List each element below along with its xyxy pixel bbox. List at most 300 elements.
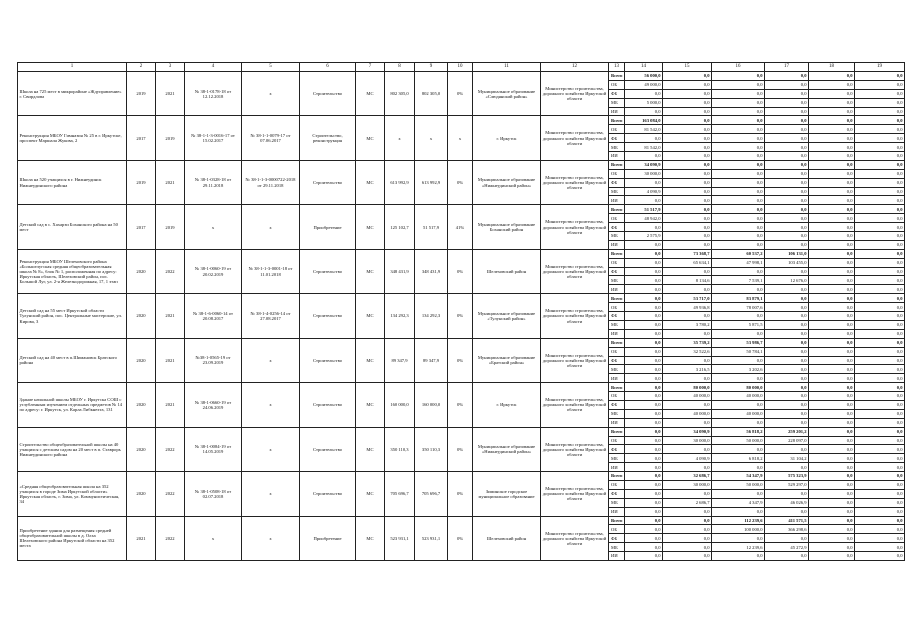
funding-value: 0,0 xyxy=(855,463,905,472)
column-number-header: 8 xyxy=(385,63,415,72)
customer: Министерство строительства, дорожного хозяйства Иркутской области xyxy=(541,472,609,516)
table-row xyxy=(18,338,905,347)
column-number-header: 13 xyxy=(609,63,625,72)
funding-source: ИИ xyxy=(609,374,625,383)
funding-source: ФБ xyxy=(609,489,625,498)
work-type: Строительство xyxy=(300,249,356,293)
funding-value: 0,0 xyxy=(765,365,809,374)
readiness-percent: 41% xyxy=(448,205,473,249)
funding-value: 0,0 xyxy=(809,134,855,143)
funding-source: ОБ xyxy=(609,303,625,312)
funding-value: 4 090,9 xyxy=(663,454,712,463)
remaining-cost: 160 000,0 xyxy=(415,383,448,427)
funding-value: 0,0 xyxy=(712,418,765,427)
readiness-percent: х xyxy=(448,116,473,160)
funding-value: 0,0 xyxy=(712,134,765,143)
remaining-cost: 350 110,3 xyxy=(415,427,448,471)
estimated-cost: х xyxy=(385,116,415,160)
funding-source: ИИ xyxy=(609,552,625,561)
funding-value: 0,0 xyxy=(663,400,712,409)
funding-source: ОБ xyxy=(609,258,625,267)
column-number-header: 15 xyxy=(663,63,712,72)
funding-value: 0,0 xyxy=(809,445,855,454)
work-type: Строительство xyxy=(300,338,356,382)
funding-value: 30 000,0 xyxy=(663,480,712,489)
funding-value: 0,0 xyxy=(712,98,765,107)
funding-value: 0,0 xyxy=(809,196,855,205)
funding-source: Всего xyxy=(609,516,625,525)
estimated-cost: 802 305,0 xyxy=(385,72,415,116)
column-number-header: 12 xyxy=(541,63,609,72)
funding-value: 0,0 xyxy=(625,525,663,534)
start-year: 2019 xyxy=(127,72,156,116)
funding-value: 60 537,2 xyxy=(712,249,765,258)
funding-value: 0,0 xyxy=(663,143,712,152)
funding-value: 0,0 xyxy=(712,169,765,178)
construction-permit: х xyxy=(242,72,300,116)
column-number-header: 11 xyxy=(473,63,541,72)
funding-value: 106 131,0 xyxy=(765,249,809,258)
funding-value: 163 084,0 xyxy=(625,116,663,125)
ownership-form: МС xyxy=(356,72,385,116)
funding-value: 0,0 xyxy=(855,329,905,338)
funding-value: 0,0 xyxy=(663,223,712,232)
funding-value: 0,0 xyxy=(712,267,765,276)
funding-value: 0,0 xyxy=(855,89,905,98)
funding-value: 0,0 xyxy=(855,152,905,161)
funding-value: 34 090,9 xyxy=(625,160,663,169)
remaining-cost: х xyxy=(415,116,448,160)
funding-value: 5 000,0 xyxy=(625,98,663,107)
funding-value: 0,0 xyxy=(809,294,855,303)
construction-permit: х xyxy=(242,427,300,471)
funding-source: ФБ xyxy=(609,178,625,187)
funding-value: 0,0 xyxy=(809,427,855,436)
funding-value: 411 571,5 xyxy=(765,516,809,525)
expertise-conclusion: № 38-1-0660-19 от 24.06.2019 xyxy=(185,383,242,427)
funding-value: 0,0 xyxy=(855,312,905,321)
funding-value: 0,0 xyxy=(809,107,855,116)
funding-value: 0,0 xyxy=(809,249,855,258)
funding-value: 0,0 xyxy=(663,134,712,143)
funding-value: 0,0 xyxy=(625,338,663,347)
column-number-header: 2 xyxy=(127,63,156,72)
table-row xyxy=(18,427,905,436)
funding-value: 0,0 xyxy=(712,232,765,241)
funding-value: 0,0 xyxy=(765,196,809,205)
ownership-form: МС xyxy=(356,205,385,249)
customer: Министерство строительства, дорожного хозяйства Иркутской области xyxy=(541,116,609,160)
funding-value: 0,0 xyxy=(663,312,712,321)
funding-source: МБ xyxy=(609,232,625,241)
funding-value: 0,0 xyxy=(809,285,855,294)
funding-value: 0,0 xyxy=(809,400,855,409)
funding-value: 40 000,0 xyxy=(712,392,765,401)
funding-value: 0,0 xyxy=(855,347,905,356)
funding-value: 12 239,6 xyxy=(712,543,765,552)
funding-value: 0,0 xyxy=(712,552,765,561)
funding-value: 0,0 xyxy=(809,534,855,543)
construction-permit: № 38-1-1-3-0001-18 от 11.01.2018 xyxy=(242,249,300,293)
customer: Министерство строительства, дорожного хозяйства Иркутской области xyxy=(541,160,609,204)
funding-value: 0,0 xyxy=(765,445,809,454)
funding-value: 529 297,0 xyxy=(765,480,809,489)
funding-value: 3 216,5 xyxy=(663,365,712,374)
readiness-percent: 0% xyxy=(448,472,473,516)
funding-value: 0,0 xyxy=(712,72,765,81)
funding-value: 31 104,2 xyxy=(765,454,809,463)
funding-value: 0,0 xyxy=(855,116,905,125)
funding-value: 0,0 xyxy=(765,552,809,561)
funding-value: 0,0 xyxy=(712,107,765,116)
ownership-form: МС xyxy=(356,116,385,160)
funding-value: 0,0 xyxy=(855,134,905,143)
investment-table xyxy=(17,62,905,561)
funding-value: 0,0 xyxy=(625,472,663,481)
funding-source: МБ xyxy=(609,409,625,418)
expertise-conclusion: № 38-1-0060-19 от 20.02.2019 xyxy=(185,249,242,293)
start-year: 2020 xyxy=(127,249,156,293)
funding-source: ОБ xyxy=(609,214,625,223)
funding-value: 0,0 xyxy=(625,276,663,285)
funding-value: 0,0 xyxy=(625,427,663,436)
expertise-conclusion: № 38-1-0084-19 от 14.05.2019 xyxy=(185,427,242,471)
funding-value: 0,0 xyxy=(765,116,809,125)
funding-value: 0,0 xyxy=(663,116,712,125)
project-name: Реконструкция МБОУ Гимназия № 25 в г. Иркутске, проспект Маршала Жукова, 2 xyxy=(18,116,127,160)
funding-value: 0,0 xyxy=(855,436,905,445)
funding-source: ФБ xyxy=(609,445,625,454)
funding-value: 0,0 xyxy=(765,187,809,196)
funding-source: ФБ xyxy=(609,400,625,409)
funding-source: ОБ xyxy=(609,80,625,89)
funding-value: 0,0 xyxy=(855,374,905,383)
funding-source: МБ xyxy=(609,498,625,507)
funding-source: ФБ xyxy=(609,312,625,321)
funding-value: 0,0 xyxy=(765,374,809,383)
funding-source: Всего xyxy=(609,427,625,436)
funding-value: 73 368,7 xyxy=(663,249,712,258)
project-name: Детский сад на 40 мест в п.Шимановск Братского района xyxy=(18,338,127,382)
remaining-cost: 89 347,9 xyxy=(415,338,448,382)
funding-value: 0,0 xyxy=(855,285,905,294)
work-type: Строительство xyxy=(300,160,356,204)
end-year: 2022 xyxy=(156,516,185,560)
column-number-header: 1 xyxy=(18,63,127,72)
funding-value: 0,0 xyxy=(663,107,712,116)
funding-value: 0,0 xyxy=(712,445,765,454)
funding-source: МБ xyxy=(609,143,625,152)
funding-value: 0,0 xyxy=(765,400,809,409)
table-row xyxy=(18,516,905,525)
funding-value: 0,0 xyxy=(855,232,905,241)
funding-value: 0,0 xyxy=(765,214,809,223)
funding-value: 0,0 xyxy=(625,400,663,409)
funding-value: 78 007,6 xyxy=(712,303,765,312)
funding-source: ФБ xyxy=(609,89,625,98)
funding-value: 0,0 xyxy=(855,516,905,525)
funding-value: 4 090,9 xyxy=(625,187,663,196)
funding-value: 0,0 xyxy=(765,267,809,276)
construction-permit: х xyxy=(242,338,300,382)
funding-value: 112 239,6 xyxy=(712,516,765,525)
ownership-form: МС xyxy=(356,383,385,427)
funding-value: 0,0 xyxy=(625,267,663,276)
municipality: Зиминское городское муниципальное образование xyxy=(473,472,541,516)
table-row xyxy=(18,249,905,258)
funding-value: 0,0 xyxy=(712,534,765,543)
funding-value: 81 542,0 xyxy=(625,143,663,152)
funding-value: 0,0 xyxy=(625,320,663,329)
column-number-row xyxy=(18,63,905,72)
funding-value: 0,0 xyxy=(625,516,663,525)
funding-value: 0,0 xyxy=(809,72,855,81)
funding-value: 0,0 xyxy=(855,507,905,516)
funding-value: 0,0 xyxy=(625,107,663,116)
funding-value: 0,0 xyxy=(809,303,855,312)
funding-value: 8 134,6 xyxy=(663,276,712,285)
funding-source: ОБ xyxy=(609,392,625,401)
funding-value: 0,0 xyxy=(765,507,809,516)
funding-value: 0,0 xyxy=(809,347,855,356)
funding-value: 0,0 xyxy=(663,232,712,241)
funding-value: 0,0 xyxy=(809,409,855,418)
funding-source: Всего xyxy=(609,116,625,125)
start-year: 2020 xyxy=(127,294,156,338)
funding-value: 0,0 xyxy=(855,427,905,436)
funding-value: 0,0 xyxy=(765,285,809,294)
work-type: Строительство xyxy=(300,427,356,471)
end-year: 2022 xyxy=(156,249,185,293)
funding-value: 0,0 xyxy=(855,543,905,552)
expertise-conclusion: № 38-1-1-3-0016-17 от 15.02.2017 xyxy=(185,116,242,160)
column-number-header: 10 xyxy=(448,63,473,72)
funding-value: 0,0 xyxy=(855,223,905,232)
construction-permit: х xyxy=(242,472,300,516)
readiness-percent: 0% xyxy=(448,516,473,560)
table-row xyxy=(18,116,905,125)
funding-source: МБ xyxy=(609,276,625,285)
customer: Министерство строительства, дорожного хозяйства Иркутской области xyxy=(541,249,609,293)
municipality: Муниципальное образование «Слюдянский район» xyxy=(473,72,541,116)
funding-value: 0,0 xyxy=(663,507,712,516)
funding-value: 0,0 xyxy=(855,303,905,312)
ownership-form: МС xyxy=(356,427,385,471)
funding-value: 0,0 xyxy=(765,383,809,392)
funding-value: 0,0 xyxy=(809,320,855,329)
funding-value: 48 942,0 xyxy=(625,214,663,223)
funding-value: 0,0 xyxy=(663,89,712,98)
work-type: Приобретение xyxy=(300,205,356,249)
funding-value: 0,0 xyxy=(765,392,809,401)
funding-source: ОБ xyxy=(609,169,625,178)
funding-value: 0,0 xyxy=(625,178,663,187)
funding-value: 0,0 xyxy=(809,276,855,285)
funding-value: 0,0 xyxy=(809,329,855,338)
funding-value: 0,0 xyxy=(855,276,905,285)
customer: Министерство строительства, дорожного хозяйства Иркутской области xyxy=(541,72,609,116)
funding-value: 0,0 xyxy=(625,543,663,552)
funding-value: 50 784,1 xyxy=(712,347,765,356)
funding-value: 56 818,2 xyxy=(712,427,765,436)
funding-value: 47 998,1 xyxy=(712,258,765,267)
funding-value: 0,0 xyxy=(765,303,809,312)
estimated-cost: 89 347,9 xyxy=(385,338,415,382)
municipality: г. Иркутск xyxy=(473,383,541,427)
funding-value: 0,0 xyxy=(809,223,855,232)
construction-permit: х xyxy=(242,516,300,560)
funding-source: ИИ xyxy=(609,418,625,427)
funding-value: 0,0 xyxy=(765,107,809,116)
funding-value: 0,0 xyxy=(855,392,905,401)
funding-value: 0,0 xyxy=(712,329,765,338)
funding-value: 0,0 xyxy=(663,463,712,472)
funding-value: 0,0 xyxy=(712,374,765,383)
remaining-cost: 705 696,7 xyxy=(415,472,448,516)
funding-value: 12 676,0 xyxy=(765,276,809,285)
funding-value: 0,0 xyxy=(765,320,809,329)
funding-value: 0,0 xyxy=(809,152,855,161)
funding-value: 228 097,0 xyxy=(765,436,809,445)
funding-value: 0,0 xyxy=(809,89,855,98)
municipality: Муниципальное образование Боханский район xyxy=(473,205,541,249)
funding-value: 0,0 xyxy=(855,409,905,418)
funding-value: 0,0 xyxy=(663,205,712,214)
column-number-header: 9 xyxy=(415,63,448,72)
funding-value: 0,0 xyxy=(712,187,765,196)
funding-value: 80 000,0 xyxy=(712,383,765,392)
end-year: 2021 xyxy=(156,383,185,427)
funding-value: 0,0 xyxy=(765,489,809,498)
funding-value: 0,0 xyxy=(855,107,905,116)
funding-value: 51 517,9 xyxy=(625,205,663,214)
funding-value: 0,0 xyxy=(712,143,765,152)
funding-value: 0,0 xyxy=(855,72,905,81)
funding-value: 0,0 xyxy=(663,267,712,276)
funding-value: 0,0 xyxy=(809,436,855,445)
funding-value: 0,0 xyxy=(625,347,663,356)
column-number-header: 7 xyxy=(356,63,385,72)
funding-value: 40 000,0 xyxy=(663,392,712,401)
funding-value: 53 717,0 xyxy=(663,294,712,303)
start-year: 2017 xyxy=(127,205,156,249)
funding-value: 0,0 xyxy=(855,356,905,365)
funding-source: ФБ xyxy=(609,134,625,143)
funding-value: 0,0 xyxy=(855,294,905,303)
funding-value: 0,0 xyxy=(663,187,712,196)
funding-value: 0,0 xyxy=(855,98,905,107)
funding-value: 0,0 xyxy=(663,356,712,365)
ownership-form: МС xyxy=(356,472,385,516)
customer: Министерство строительства, дорожного хозяйства Иркутской области xyxy=(541,294,609,338)
municipality: Муниципальное образование «Тулунский район» xyxy=(473,294,541,338)
funding-value: 0,0 xyxy=(712,240,765,249)
start-year: 2020 xyxy=(127,383,156,427)
table-row xyxy=(18,294,905,303)
column-number-header: 5 xyxy=(242,63,300,72)
funding-value: 0,0 xyxy=(663,445,712,454)
end-year: 2021 xyxy=(156,160,185,204)
funding-value: 0,0 xyxy=(765,72,809,81)
readiness-percent: 0% xyxy=(448,160,473,204)
readiness-percent: 0% xyxy=(448,294,473,338)
start-year: 2020 xyxy=(127,338,156,382)
funding-value: 0,0 xyxy=(625,356,663,365)
funding-value: 0,0 xyxy=(625,454,663,463)
funding-value: 0,0 xyxy=(809,365,855,374)
funding-source: ИИ xyxy=(609,329,625,338)
funding-value: 0,0 xyxy=(663,169,712,178)
funding-value: 0,0 xyxy=(809,489,855,498)
funding-value: 32 686,7 xyxy=(663,472,712,481)
funding-value: 4 347,9 xyxy=(712,498,765,507)
funding-value: 0,0 xyxy=(855,552,905,561)
funding-value: 0,0 xyxy=(855,143,905,152)
funding-value: 0,0 xyxy=(663,418,712,427)
funding-source: Всего xyxy=(609,383,625,392)
start-year: 2021 xyxy=(127,516,156,560)
funding-value: 0,0 xyxy=(663,534,712,543)
funding-value: 0,0 xyxy=(855,196,905,205)
funding-value: 0,0 xyxy=(625,445,663,454)
funding-value: 40 000,0 xyxy=(712,409,765,418)
funding-value: 0,0 xyxy=(765,463,809,472)
funding-value: 0,0 xyxy=(809,169,855,178)
funding-value: 0,0 xyxy=(625,312,663,321)
funding-value: 0,0 xyxy=(855,534,905,543)
funding-source: МБ xyxy=(609,365,625,374)
funding-source: ФБ xyxy=(609,223,625,232)
funding-value: 0,0 xyxy=(765,98,809,107)
funding-source: МБ xyxy=(609,98,625,107)
end-year: 2019 xyxy=(156,205,185,249)
funding-value: 0,0 xyxy=(809,80,855,89)
work-type: Приобретение xyxy=(300,516,356,560)
funding-value: 0,0 xyxy=(712,356,765,365)
estimated-cost: 160 000,0 xyxy=(385,383,415,427)
funding-value: 50 000,0 xyxy=(712,436,765,445)
funding-source: ИИ xyxy=(609,285,625,294)
funding-value: 0,0 xyxy=(809,525,855,534)
funding-value: 0,0 xyxy=(855,365,905,374)
work-type: Строительство xyxy=(300,472,356,516)
funding-source: Всего xyxy=(609,72,625,81)
funding-value: 0,0 xyxy=(765,329,809,338)
funding-value: 0,0 xyxy=(809,125,855,134)
funding-value: 0,0 xyxy=(765,160,809,169)
municipality: Шелеховский район xyxy=(473,249,541,293)
table-row xyxy=(18,205,905,214)
expertise-conclusion: х xyxy=(185,205,242,249)
funding-value: 0,0 xyxy=(855,249,905,258)
funding-value: 0,0 xyxy=(855,498,905,507)
funding-source: ИИ xyxy=(609,196,625,205)
funding-value: 0,0 xyxy=(855,178,905,187)
remaining-cost: 348 431,9 xyxy=(415,249,448,293)
funding-value: 0,0 xyxy=(809,232,855,241)
funding-value: 0,0 xyxy=(765,223,809,232)
funding-value: 0,0 xyxy=(712,400,765,409)
funding-value: 0,0 xyxy=(712,89,765,98)
customer: Министерство строительства, дорожного хозяйства Иркутской области xyxy=(541,383,609,427)
funding-value: 54 347,9 xyxy=(712,472,765,481)
funding-value: 0,0 xyxy=(663,240,712,249)
funding-value: 3 202,6 xyxy=(712,365,765,374)
funding-value: 65 634,1 xyxy=(663,258,712,267)
funding-source: МБ xyxy=(609,454,625,463)
funding-source: Всего xyxy=(609,205,625,214)
funding-value: 0,0 xyxy=(765,178,809,187)
